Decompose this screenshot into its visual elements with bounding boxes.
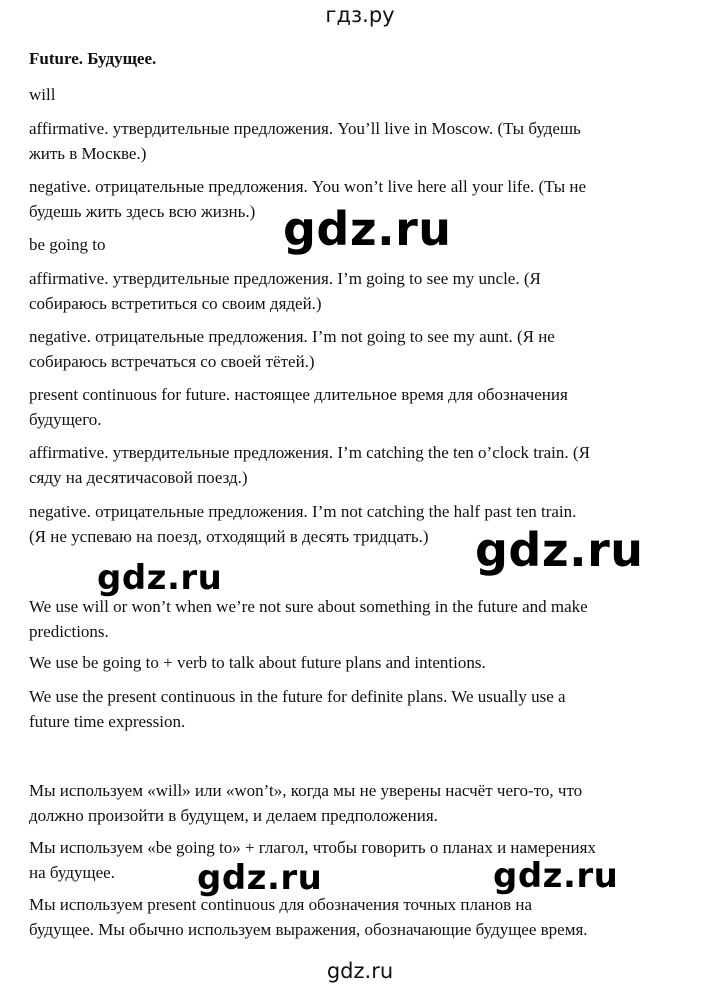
text-line: сяду на десятичасовой поезд.) [29,468,248,487]
paragraph-rule-will [29,594,699,644]
text-line: present continuous for future. настоящее длительное время для обозначения [29,385,568,404]
text-line: (Я не успеваю на поезд, отходящий в десять тридцать.) [29,527,429,546]
paragraph-rule-going-to [29,650,699,675]
text-line: predictions. [29,622,109,641]
paragraph-rule-present-continuous [29,684,699,734]
text-line: future time expression. [29,712,186,731]
watermark: gdz.ru [493,856,619,896]
paragraph-rule-present-continuous-ru [29,892,699,942]
text-line: affirmative. утвердительные предложения. I’m catching the ten o’clock train. (Я [29,443,590,462]
paragraph-rule-will-ru [29,778,699,828]
text-line: жить в Москве.) [29,144,147,163]
watermark: gdz.ru [283,202,452,256]
text-line: Мы используем «will» или «won’t», когда мы не уверены насчёт чего-то, что [29,781,583,800]
paragraph-will-affirmative [29,116,699,166]
paragraph-going-to-negative [29,324,699,374]
text-line: will [29,85,56,104]
text-line: будущее. Мы обычно используем выражения, обозначающие будущее время. [29,920,588,939]
watermark: gdz.ru [197,858,323,898]
text-line: Мы используем «be going to» + глагол, чтобы говорить о планах и намерениях [29,838,596,857]
site-header-logo[interactable]: гдз.ру [325,3,395,27]
text-line: be going to [29,235,106,254]
text-line: Мы используем present continuous для обозначения точных планов на [29,895,533,914]
text-line: negative. отрицательные предложения. You won’t live here all your life. (Ты не [29,177,587,196]
text-line: собираюсь встречаться со своей тётей.) [29,352,315,371]
text-line: собираюсь встретиться со своим дядей.) [29,294,322,313]
document-title: Future. Будущее. [29,49,157,68]
watermark: gdz.ru [475,523,644,577]
text-line: affirmative. утвердительные предложения. I’m going to see my uncle. (Я [29,269,541,288]
text-line: negative. отрицательные предложения. I’m not going to see my aunt. (Я не [29,327,555,346]
watermark: gdz.ru [97,558,223,598]
paragraph-going-to-affirmative [29,266,699,316]
text-line: We use the present continuous in the future for definite plans. We usually use a [29,687,566,706]
text-line: должно произойти в будущем, и делаем предположения. [29,806,438,825]
text-line: будущего. [29,410,102,429]
text-line: negative. отрицательные предложения. I’m not catching the half past ten train. [29,502,577,521]
text-line: We use be going to + verb to talk about future plans and intentions. [29,653,486,672]
paragraph-present-continuous-heading [29,382,699,432]
paragraph-will-heading [29,82,699,107]
site-footer-logo[interactable]: gdz.ru [326,959,394,983]
text-line: affirmative. утвердительные предложения. You’ll live in Moscow. (Ты будешь [29,119,581,138]
text-line: We use will or won’t when we’re not sure about something in the future and make [29,597,588,616]
paragraph-present-continuous-affirmative [29,440,699,490]
text-line: будешь жить здесь всю жизнь.) [29,202,256,221]
text-line: на будущее. [29,863,115,882]
